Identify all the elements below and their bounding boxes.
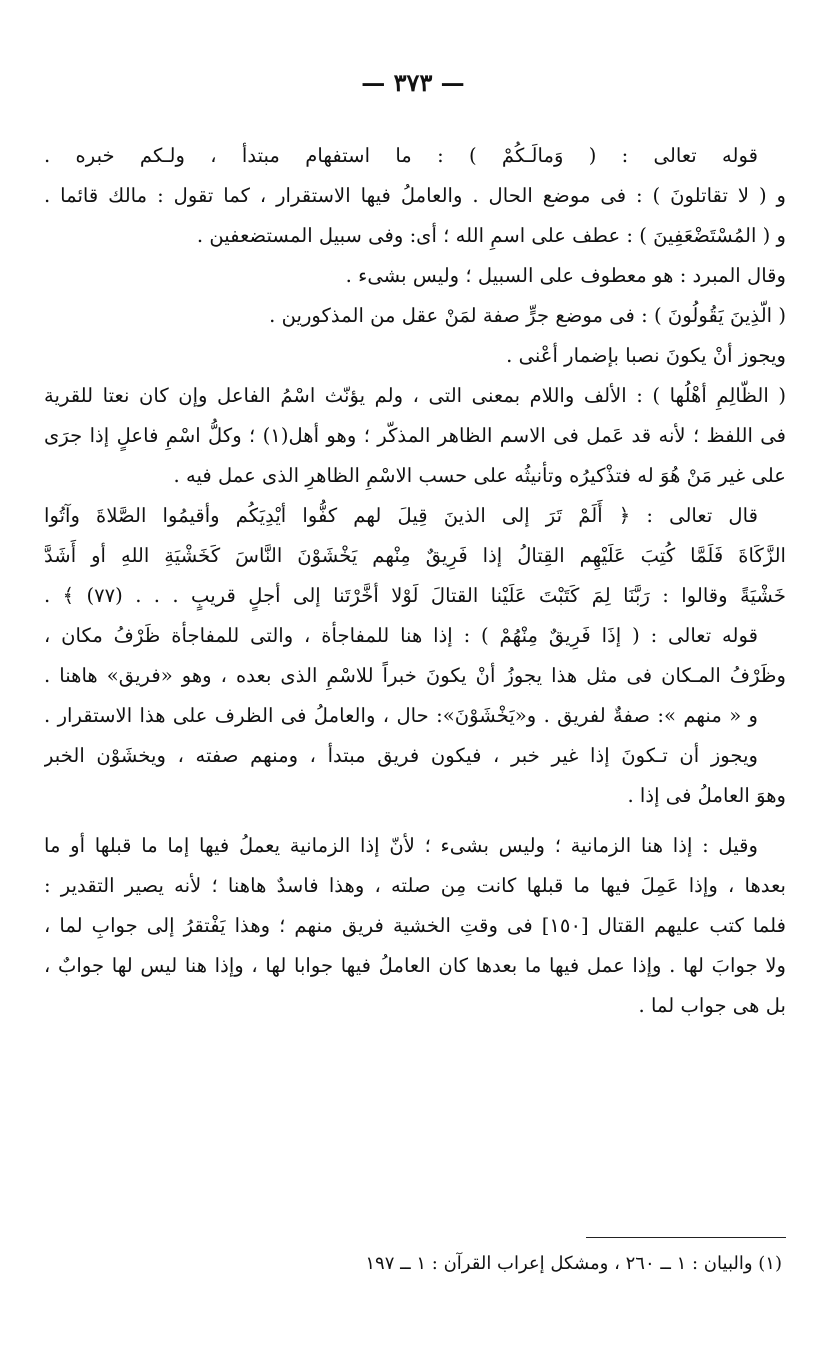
text-line: و ( لا تقاتلونَ ) : فى موضع الحال . والعاملُ فيها الاستقرار ، كما تقول : مالك قائما . [44,184,786,207]
text-line: وقال المبرد : هو معطوف على السبيل ؛ وليس بشىء . [345,264,786,287]
text-line: ولا جوابَ لها . وإذا عمل فيها ما بعدها كان العاملُ فيها جوابا لها ، وإذا هنا ليس لها جوابٌ ، [44,954,786,977]
text-line: ( الظّالِمِ أهْلُها ) : الألف واللام بمعنى التى ، ولم يؤنّث اسْمُ الفاعل وإن كان نعتا للقرية [44,384,786,407]
quran-verse-line: قال تعالى : ﴿ أَلَمْ تَرَ إلى الذينَ قِيلَ لهم كفُّوا أيْدِيَكُم وأقيمُوا الصَّلاةَ وآتُوا [44,504,758,527]
body-text [44,136,786,1026]
footnote: (١) والبيان : ١ ــ ٢٦٠ ، ومشكل إعراب القرآن : ١ ــ ١٩٧ [365,1253,782,1274]
text-line: قوله تعالى : ( وَمالَـكُمْ ) : ما استفهام مبتدأ ، ولـكم خبره . [44,144,758,167]
text-line: فى اللفظ ؛ لأنه قد عَمل فى الاسم الظاهر المذكّر ؛ وهو أهل(١) ؛ وكلُّ اسْمِ فاعلٍ إذا جرَى [44,424,786,447]
page-number: — ٣٧٣ — [361,68,465,97]
quran-verse-line: خَشْيَةً وقالوا : رَبَّنَا لِمَ كَتَبْتَ عَلَيْنا القتالَ لَوْلا أخَّرْتَنا إلى أجلٍ قريبٍ . . . (٧٧) ﴾ . [44,584,786,607]
quran-verse-line: الزَّكَاةَ فَلَمَّا كُتِبَ عَلَيْهِم القِتالُ إذا فَرِيقٌ مِنْهم يَخْشَوْنَ النَّاسَ كَخَشْيَةِ اللهِ أو أَشَدَّ [44,544,786,567]
paragraph-gap [44,816,786,826]
text-line: فلما كتب عليهم القتال [١٥٠] فى وقتِ الخشية فريق منهم ؛ وهذا يَفْتقرُ إلى جوابِ لما ، [44,914,786,937]
text-line: وظَرْفُ المـكان فى مثل هذا يجوزُ أنْ يكونَ خبراً للاسْمِ الذى بعده ، وهو «فريق» هاهنا . [44,664,786,687]
text-line: ويجوز أنْ يكونَ نصبا بإضمار أعْنى . [506,344,786,367]
text-line: وقيل : إذا هنا الزمانية ؛ وليس بشىء ؛ لأنّ إذا الزمانية يعملُ فيها إما ما قبلها أو ما [44,834,758,857]
text-line: ( الّذِينَ يَقُولُونَ ) : فى موضع جرٍّ صفة لمَنْ عقل من المذكورين . [269,304,786,327]
text-line: و ( المُسْتَضْعَفِينَ ) : عطف على اسمِ الله ؛ أى: وفى سبيل المستضعفين . [196,224,786,247]
text-line: بعدها ، وإذا عَمِلَ فيها ما قبلها كانت مِن صلته ، وهذا فاسدٌ هاهنا ؛ لأنه يصير التقدير : [44,874,786,897]
text-line: وهوَ العاملُ فى إذا . [627,784,786,807]
text-line: و « منهم »: صفةٌ لفريق . و«يَخْشَوْنَ»: حال ، والعاملُ فى الظرف على هذا الاستقرار . [44,704,758,727]
footnote-separator [586,1237,786,1238]
text-line: على غير مَنْ هُوَ له فتذْكيرُه وتأنيثُه على حسب الاسْمِ الظاهرِ الذى عمل فيه . [173,464,786,487]
text-line: بل هى جواب لما . [638,994,786,1017]
text-line: ويجوز أن تـكونَ إذا غير خبر ، فيكون فريق مبتدأ ، ومنهم صفته ، ويخشَوْن الخبر [44,744,758,767]
text-line: قوله تعالى : ( إذَا فَرِيقٌ مِنْهُمْ ) : إذا هنا للمفاجأة ، والتى للمفاجأة ظَرْفُ مكان ، [44,624,758,647]
